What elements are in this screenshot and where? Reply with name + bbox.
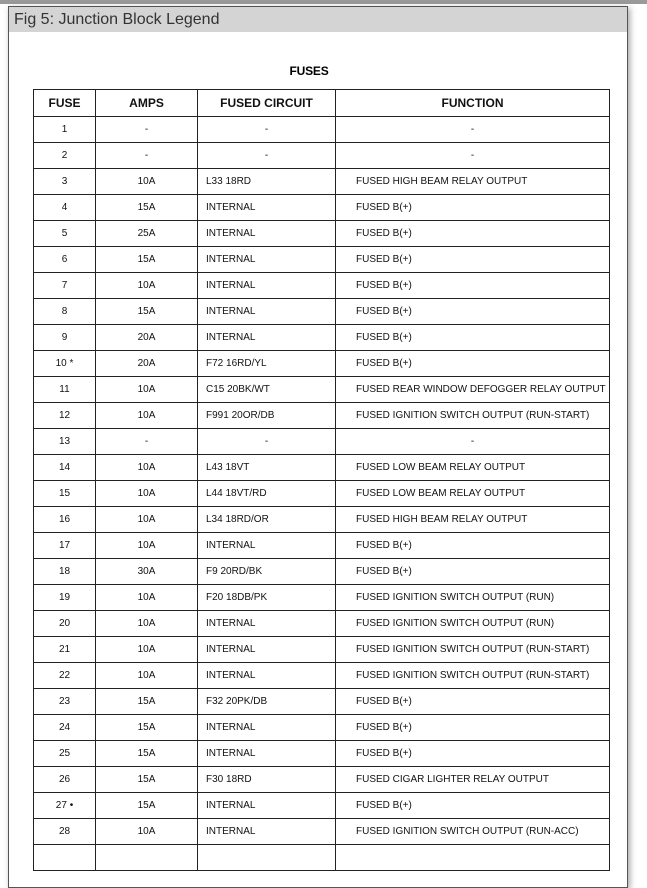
fused-circuit: - xyxy=(198,429,336,455)
function: FUSED B(+) xyxy=(336,715,610,741)
amps: 15A xyxy=(96,767,198,793)
header-amps: AMPS xyxy=(96,90,198,117)
top-border xyxy=(0,0,647,4)
amps: 30A xyxy=(96,559,198,585)
amps: 15A xyxy=(96,715,198,741)
table-row xyxy=(34,221,610,247)
fused-circuit: INTERNAL xyxy=(198,533,336,559)
function: FUSED B(+) xyxy=(336,351,610,377)
fuse-number: 26 xyxy=(34,767,96,793)
amps: 10A xyxy=(96,377,198,403)
fuse-number: 11 xyxy=(34,377,96,403)
fuse-number: 14 xyxy=(34,455,96,481)
table-row xyxy=(34,819,610,845)
fuse-number: 15 xyxy=(34,481,96,507)
fuse-table xyxy=(33,89,610,871)
fused-circuit: F9 20RD/BK xyxy=(198,559,336,585)
fused-circuit: INTERNAL xyxy=(198,325,336,351)
amps: 10A xyxy=(96,507,198,533)
fuse-number: 24 xyxy=(34,715,96,741)
function: FUSED REAR WINDOW DEFOGGER RELAY OUTPUT xyxy=(336,377,610,403)
function: FUSED LOW BEAM RELAY OUTPUT xyxy=(336,481,610,507)
function: FUSED B(+) xyxy=(336,273,610,299)
table-row xyxy=(34,429,610,455)
fused-circuit: F20 18DB/PK xyxy=(198,585,336,611)
function: FUSED IGNITION SWITCH OUTPUT (RUN-ACC) xyxy=(336,819,610,845)
amps: 10A xyxy=(96,481,198,507)
table-row xyxy=(34,195,610,221)
function: FUSED IGNITION SWITCH OUTPUT (RUN-START) xyxy=(336,637,610,663)
table-row xyxy=(34,143,610,169)
table-row-partial xyxy=(34,845,610,871)
figure-frame xyxy=(8,6,628,888)
function: FUSED B(+) xyxy=(336,299,610,325)
amps: 15A xyxy=(96,793,198,819)
table-row xyxy=(34,507,610,533)
fused-circuit: F72 16RD/YL xyxy=(198,351,336,377)
table-row xyxy=(34,715,610,741)
amps: 15A xyxy=(96,247,198,273)
fuse-number: 21 xyxy=(34,637,96,663)
amps: 10A xyxy=(96,533,198,559)
fuse-number: 16 xyxy=(34,507,96,533)
fused-circuit: INTERNAL xyxy=(198,195,336,221)
function: FUSED B(+) xyxy=(336,325,610,351)
fuse-number: 25 xyxy=(34,741,96,767)
fuse-number: 20 xyxy=(34,611,96,637)
amps: 15A xyxy=(96,195,198,221)
fused-circuit: INTERNAL xyxy=(198,247,336,273)
table-row xyxy=(34,689,610,715)
table-row xyxy=(34,611,610,637)
function: - xyxy=(336,143,610,169)
fuse-number: 12 xyxy=(34,403,96,429)
function: FUSED IGNITION SWITCH OUTPUT (RUN) xyxy=(336,611,610,637)
fuse-number: 27 • xyxy=(34,793,96,819)
header-function: FUNCTION xyxy=(336,90,610,117)
function: FUSED CIGAR LIGHTER RELAY OUTPUT xyxy=(336,767,610,793)
fused-circuit: F991 20OR/DB xyxy=(198,403,336,429)
function: FUSED HIGH BEAM RELAY OUTPUT xyxy=(336,507,610,533)
fuse-number: 28 xyxy=(34,819,96,845)
fused-circuit: INTERNAL xyxy=(198,273,336,299)
empty-cell xyxy=(34,845,96,871)
function: FUSED B(+) xyxy=(336,793,610,819)
table-row xyxy=(34,767,610,793)
amps: - xyxy=(96,143,198,169)
amps: 10A xyxy=(96,819,198,845)
fused-circuit: INTERNAL xyxy=(198,299,336,325)
table-row xyxy=(34,117,610,143)
table-row xyxy=(34,325,610,351)
amps: 10A xyxy=(96,663,198,689)
table-row xyxy=(34,455,610,481)
function: FUSED IGNITION SWITCH OUTPUT (RUN-START) xyxy=(336,663,610,689)
empty-cell xyxy=(336,845,610,871)
function: - xyxy=(336,429,610,455)
header-row xyxy=(34,90,610,117)
table-row xyxy=(34,793,610,819)
amps: 25A xyxy=(96,221,198,247)
table-row xyxy=(34,481,610,507)
amps: 10A xyxy=(96,169,198,195)
fused-circuit: - xyxy=(198,117,336,143)
empty-cell xyxy=(198,845,336,871)
fused-circuit: INTERNAL xyxy=(198,715,336,741)
fuse-number: 2 xyxy=(34,143,96,169)
table-row xyxy=(34,741,610,767)
amps: 20A xyxy=(96,325,198,351)
function: - xyxy=(336,117,610,143)
function: FUSED B(+) xyxy=(336,741,610,767)
function: FUSED B(+) xyxy=(336,689,610,715)
fuse-number: 13 xyxy=(34,429,96,455)
amps: 10A xyxy=(96,455,198,481)
fuse-number: 8 xyxy=(34,299,96,325)
empty-cell xyxy=(96,845,198,871)
fuse-number: 1 xyxy=(34,117,96,143)
amps: - xyxy=(96,429,198,455)
fuse-number: 10 * xyxy=(34,351,96,377)
fused-circuit: INTERNAL xyxy=(198,221,336,247)
table-row xyxy=(34,403,610,429)
amps: 20A xyxy=(96,351,198,377)
fused-circuit: INTERNAL xyxy=(198,793,336,819)
table-caption: FUSES xyxy=(289,64,329,78)
table-row xyxy=(34,585,610,611)
header-fused-circuit: FUSED CIRCUIT xyxy=(198,90,336,117)
amps: 15A xyxy=(96,299,198,325)
table-row xyxy=(34,637,610,663)
table-row xyxy=(34,533,610,559)
figure-title: Fig 5: Junction Block Legend xyxy=(9,7,627,32)
table-row xyxy=(34,559,610,585)
function: FUSED LOW BEAM RELAY OUTPUT xyxy=(336,455,610,481)
fuse-number: 7 xyxy=(34,273,96,299)
table-row xyxy=(34,169,610,195)
fuse-number: 23 xyxy=(34,689,96,715)
fuse-number: 3 xyxy=(34,169,96,195)
function: FUSED B(+) xyxy=(336,559,610,585)
function: FUSED IGNITION SWITCH OUTPUT (RUN-START) xyxy=(336,403,610,429)
fuse-number: 18 xyxy=(34,559,96,585)
fused-circuit: C15 20BK/WT xyxy=(198,377,336,403)
table-row xyxy=(34,351,610,377)
function: FUSED B(+) xyxy=(336,221,610,247)
fused-circuit: L44 18VT/RD xyxy=(198,481,336,507)
fused-circuit: INTERNAL xyxy=(198,819,336,845)
function: FUSED IGNITION SWITCH OUTPUT (RUN) xyxy=(336,585,610,611)
table-row xyxy=(34,273,610,299)
function: FUSED HIGH BEAM RELAY OUTPUT xyxy=(336,169,610,195)
amps: 15A xyxy=(96,741,198,767)
table-row xyxy=(34,247,610,273)
fused-circuit: INTERNAL xyxy=(198,663,336,689)
fused-circuit: F30 18RD xyxy=(198,767,336,793)
function: FUSED B(+) xyxy=(336,533,610,559)
table-row xyxy=(34,663,610,689)
fused-circuit: L43 18VT xyxy=(198,455,336,481)
amps: 10A xyxy=(96,403,198,429)
amps: 15A xyxy=(96,689,198,715)
fuse-number: 22 xyxy=(34,663,96,689)
function: FUSED B(+) xyxy=(336,247,610,273)
amps: 10A xyxy=(96,585,198,611)
fuse-number: 6 xyxy=(34,247,96,273)
fuse-number: 17 xyxy=(34,533,96,559)
fused-circuit: INTERNAL xyxy=(198,637,336,663)
fuse-number: 19 xyxy=(34,585,96,611)
amps: - xyxy=(96,117,198,143)
fuse-number: 5 xyxy=(34,221,96,247)
table-row xyxy=(34,299,610,325)
table-row xyxy=(34,377,610,403)
header-fuse: FUSE xyxy=(34,90,96,117)
fused-circuit: - xyxy=(198,143,336,169)
amps: 10A xyxy=(96,611,198,637)
fuse-number: 9 xyxy=(34,325,96,351)
function: FUSED B(+) xyxy=(336,195,610,221)
fused-circuit: L33 18RD xyxy=(198,169,336,195)
fused-circuit: INTERNAL xyxy=(198,611,336,637)
fused-circuit: INTERNAL xyxy=(198,741,336,767)
fused-circuit: L34 18RD/OR xyxy=(198,507,336,533)
fused-circuit: F32 20PK/DB xyxy=(198,689,336,715)
fuse-number: 4 xyxy=(34,195,96,221)
amps: 10A xyxy=(96,637,198,663)
amps: 10A xyxy=(96,273,198,299)
